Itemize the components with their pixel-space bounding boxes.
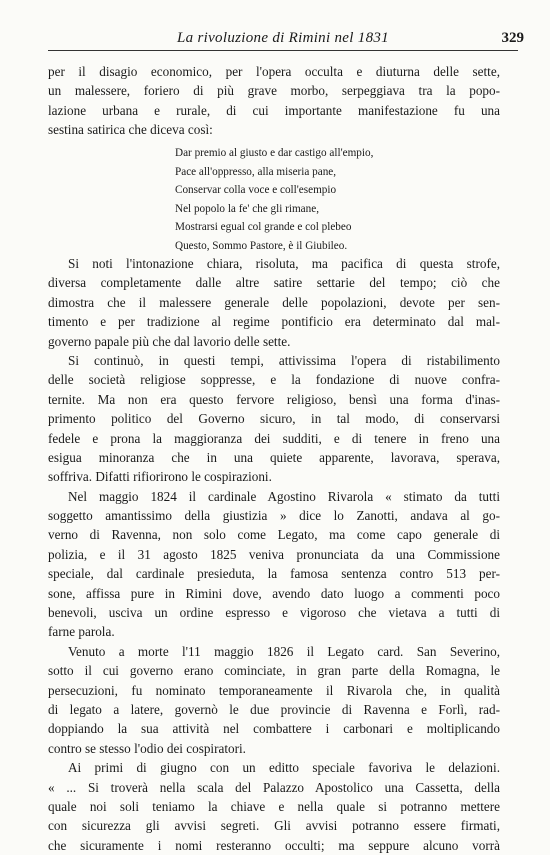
body-text-continued xyxy=(48,254,500,855)
text-line: verno di Ravenna, non solo come Legato, ma come capo generale di xyxy=(48,527,500,543)
text-line: speciale, dal cardinale presieduta, la famosa sentenza contro 513 per- xyxy=(48,566,500,582)
verse-line: Questo, Sommo Pastore, è il Giubileo. xyxy=(175,239,348,252)
text-line: per il disagio economico, per l'opera occulta e diuturna delle sette, xyxy=(48,64,500,79)
text-line: diversa completamente dalle altre satire settarie del tempo; ciò che xyxy=(48,275,500,291)
text-line: esigua minoranza che in una quiete apparente, lavorava, sperava, xyxy=(48,449,500,465)
text-line: delle società religiose soppresse, e la fondazione di nuove confra- xyxy=(48,372,500,388)
satirical-verse xyxy=(175,144,373,256)
text-line: « ... Si troverà nella scala del Palazzo Apostolico una Cassetta, della xyxy=(48,779,500,795)
verse-line: Pace all'oppresso, alla miseria pane, xyxy=(175,165,337,178)
text-line: sone, affissa pure in Rimini dove, avendo dato luogo a commenti poco xyxy=(48,585,500,601)
text-line: soggetto amantissimo della giustizia » dice lo Zanotti, andava al go- xyxy=(48,508,500,524)
text-line: sestina satirica che diceva così: xyxy=(48,122,213,138)
text-line: quale noi soli teniamo la chiave e nella quale si potranno mettere xyxy=(48,798,500,814)
paragraph-rivarola xyxy=(48,487,500,642)
verse-line: Nel popolo la fe' che gli rimane, xyxy=(175,202,319,215)
text-line: Si noti l'intonazione chiara, risoluta, ma pacifica di questa strofe, xyxy=(68,256,500,271)
text-line: Ai primi di giugno con un editto speciale favoriva le delazioni. xyxy=(68,760,500,776)
text-line: lazione urbana e rurale, di cui importante manifestazione fu una xyxy=(48,102,500,118)
text-line: ternite. Ma non era questo fervore religioso, bensì una forma d'inas- xyxy=(48,391,500,407)
text-line: dimostra che il malessere generale delle popolazioni, devote per sen- xyxy=(48,294,500,310)
paragraph-intonation xyxy=(48,254,500,351)
text-line: sotto il cui governo erano cominciate, in gran parte della Romagna, le xyxy=(48,663,500,679)
text-line: doppiando la sua attività nel combattere i carbonari e moltiplicando xyxy=(48,721,500,737)
intro-paragraph xyxy=(48,62,500,140)
paragraph-religious-societies xyxy=(48,351,500,487)
text-line: polizia, e il 31 agosto 1825 veniva pronunciata da una Commissione xyxy=(48,546,500,562)
text-line: con sicurezza gli avvisi segreti. Gli avvisi potranno essere firmati, xyxy=(48,818,500,834)
text-line: soffriva. Difatti rifiorirono le cospirazioni. xyxy=(48,469,272,485)
text-line: un malessere, foriero di più grave morbo, serpeggiava tra la popo- xyxy=(48,83,500,99)
running-title: La rivoluzione di Rimini nel 1831 xyxy=(177,30,389,46)
verse-line: Mostrarsi egual col grande e col plebeo xyxy=(175,221,352,234)
verse-line: Conservar colla voce e coll'esempio xyxy=(175,184,337,197)
text-line: Si continuò, in questi tempi, attivissima l'opera di ristabilimento xyxy=(68,352,500,368)
text-line: farne parola. xyxy=(48,624,115,640)
text-line: di legato a latere, governò le due provincie di Ravenna e Forlì, rad- xyxy=(48,701,500,717)
text-line: primento politico del Governo sicuro, in tal modo, di conservarsi xyxy=(48,411,500,427)
text-line: Nel maggio 1824 il cardinale Agostino Rivarola « stimato da tutti xyxy=(68,488,500,504)
text-line: fedele e prona la maggioranza dei sudditi, e di tenere in freno una xyxy=(48,430,500,446)
verse-line: Dar premio al giusto e dar castigo all'empio, xyxy=(175,147,374,159)
text-line: governo papale più che dal lavorio delle sette. xyxy=(48,333,291,349)
text-line: contro se stesso l'odio dei cospiratori. xyxy=(48,740,246,756)
text-line: timento e per tradizione al regime pontificio era determinato dal mal- xyxy=(48,314,500,330)
body-text xyxy=(48,62,500,140)
paragraph-san-severino xyxy=(48,642,500,758)
text-line: benevoli, usciva un ordine espresso e vigoroso che vietava a tutti di xyxy=(48,605,500,621)
page-header xyxy=(48,30,524,51)
text-line: Venuto a morte l'11 maggio 1826 il Legato card. San Severino, xyxy=(68,643,500,659)
text-line: che sicuramente i nomi resteranno occulti; ma seppure alcuno vorrà xyxy=(48,837,500,853)
paragraph-edict xyxy=(48,758,500,855)
page-number: 329 xyxy=(501,30,524,46)
text-line: persecuzioni, fu nominato temporaneamente il Rivarola che, in qualità xyxy=(48,682,500,698)
